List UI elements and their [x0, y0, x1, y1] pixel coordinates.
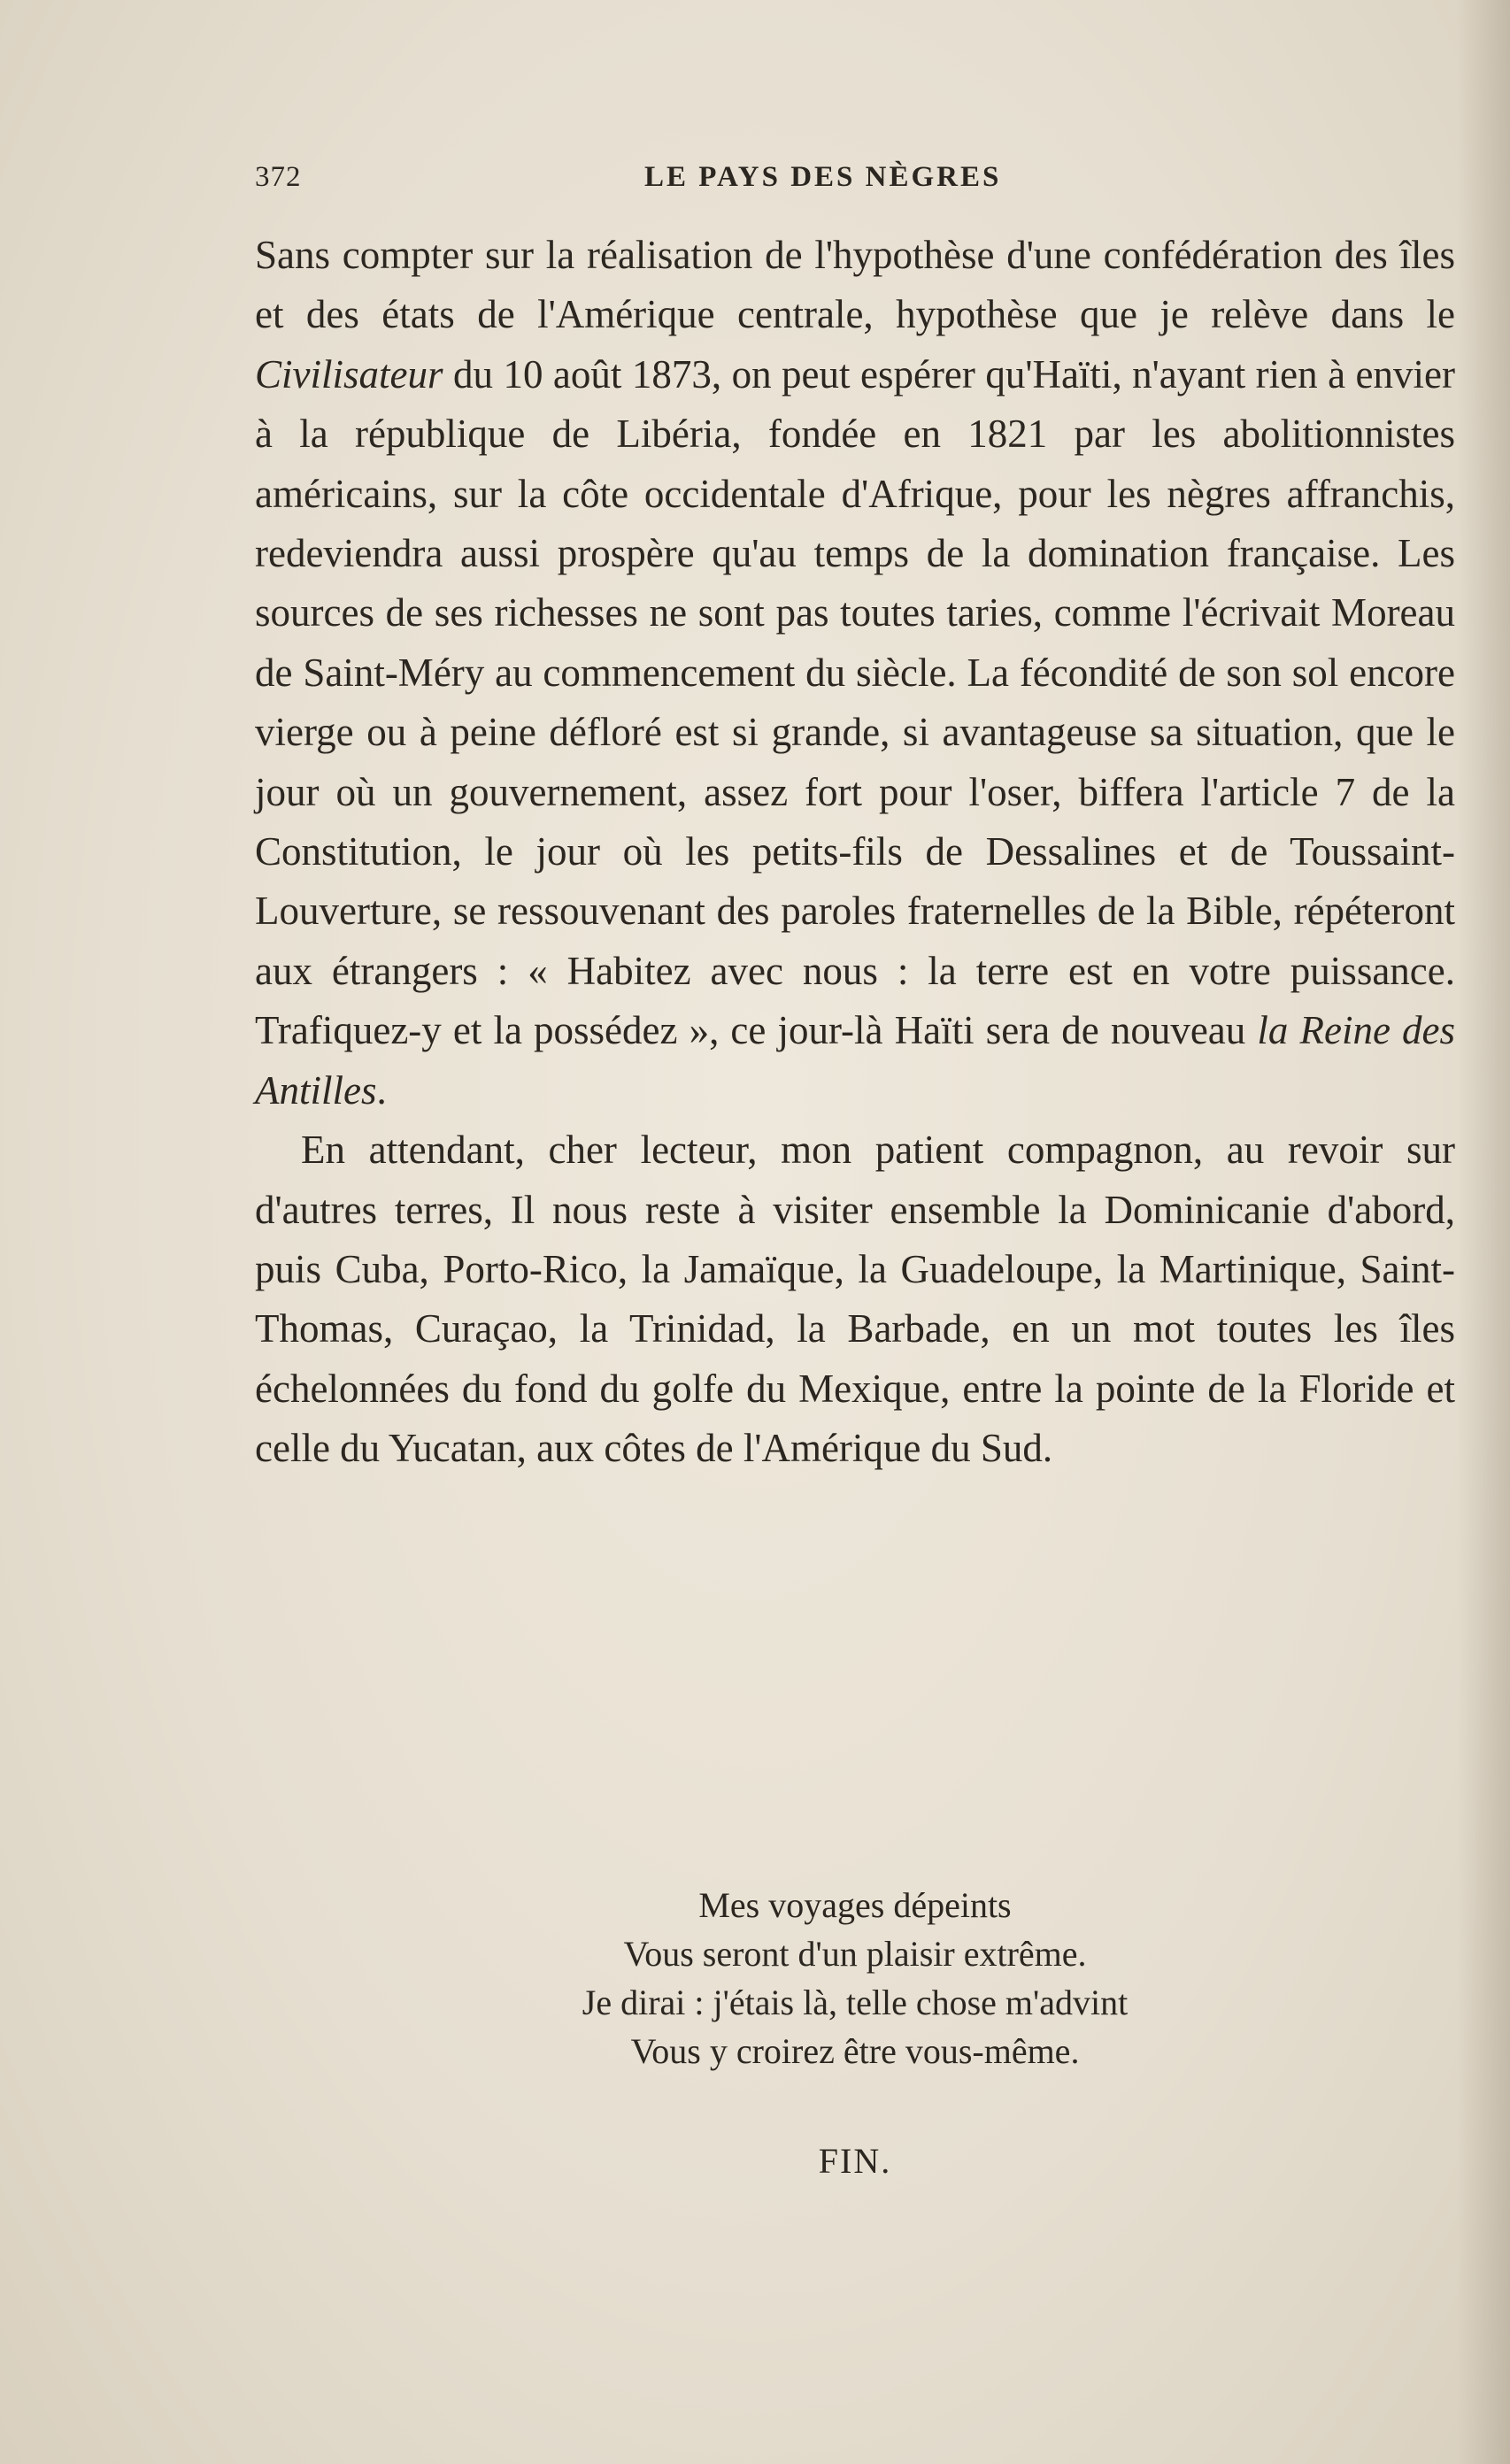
- paragraph-hypothese: [255, 226, 1455, 1120]
- body-text: [255, 226, 1455, 1479]
- verse-line: Je dirai : j'étais là, telle chose m'advint: [582, 1983, 1129, 2022]
- running-title: LE PAYS DES NÈGRES: [644, 161, 1002, 193]
- closing-verse: [255, 1881, 1455, 2075]
- paragraph-en-attendant: En attendant, cher lecteur, mon patient compagnon, au revoir sur d'autres terres, Il nous reste à visiter ensemble la Dominicanie d'abord, puis Cuba, Porto-Rico, la Jamaïque, la Guadeloupe, la Martinique, Saint-Thomas, Curaçao, la Trinidad, la Barbade, en un mot toutes les îles échelonnées du fond du golfe du Mexique, entre la pointe de la Floride et celle du Yucatan, aux côtes de l'Amérique du Sud.: [255, 1128, 1455, 1471]
- verse-line: Vous seront d'un plaisir extrême.: [623, 1934, 1087, 1974]
- running-head: [255, 161, 1455, 205]
- reine-des-antilles: la Reine des Antilles: [255, 1008, 1455, 1113]
- journal-title: Civilisateur: [255, 351, 443, 397]
- fin-mark: FIN.: [818, 2141, 892, 2181]
- verse-line: Vous y croirez être vous-même.: [630, 2031, 1080, 2071]
- verse-line: Mes voyages dépeints: [698, 1885, 1012, 1925]
- page-number: 372: [255, 161, 302, 193]
- paragraph-1-end: .: [376, 1067, 387, 1113]
- paragraph-1-part-1: Sans compter sur la réalisation de l'hypothèse d'une confédération des îles et des états de l'Amérique centrale, hypothèse que je relève dans le: [255, 233, 1455, 337]
- paragraph-1-part-2: du 10 août 1873, on peut espérer qu'Haïti, n'ayant rien à envier à la république de Libéria, fondée en 1821 par les abolitionnistes américains, sur la côte occidentale d'Afrique, pour les nègres affranchis, redeviendra aussi prospère qu'au temps de la domination française. Les sources de ses richesses ne sont pas toutes taries, comme l'écrivait Moreau de Saint-Méry au commencement du siècle. La fécondité de son sol encore vierge ou à peine défloré est si grande, si avantageuse sa situation, que le jour où un gouvernement, assez fort pour l'oser, biffera l'article 7 de la Constitution, le jour où les petits-fils de Dessalines et de Toussaint-Louverture, se ressouvenant des paroles fraternelles de la Bible, répéteront aux étrangers : « Habitez avec nous : la terre est en votre puissance. Trafiquez-y et la possédez », ce jour-là Haïti sera de nouveau: [255, 351, 1455, 1053]
